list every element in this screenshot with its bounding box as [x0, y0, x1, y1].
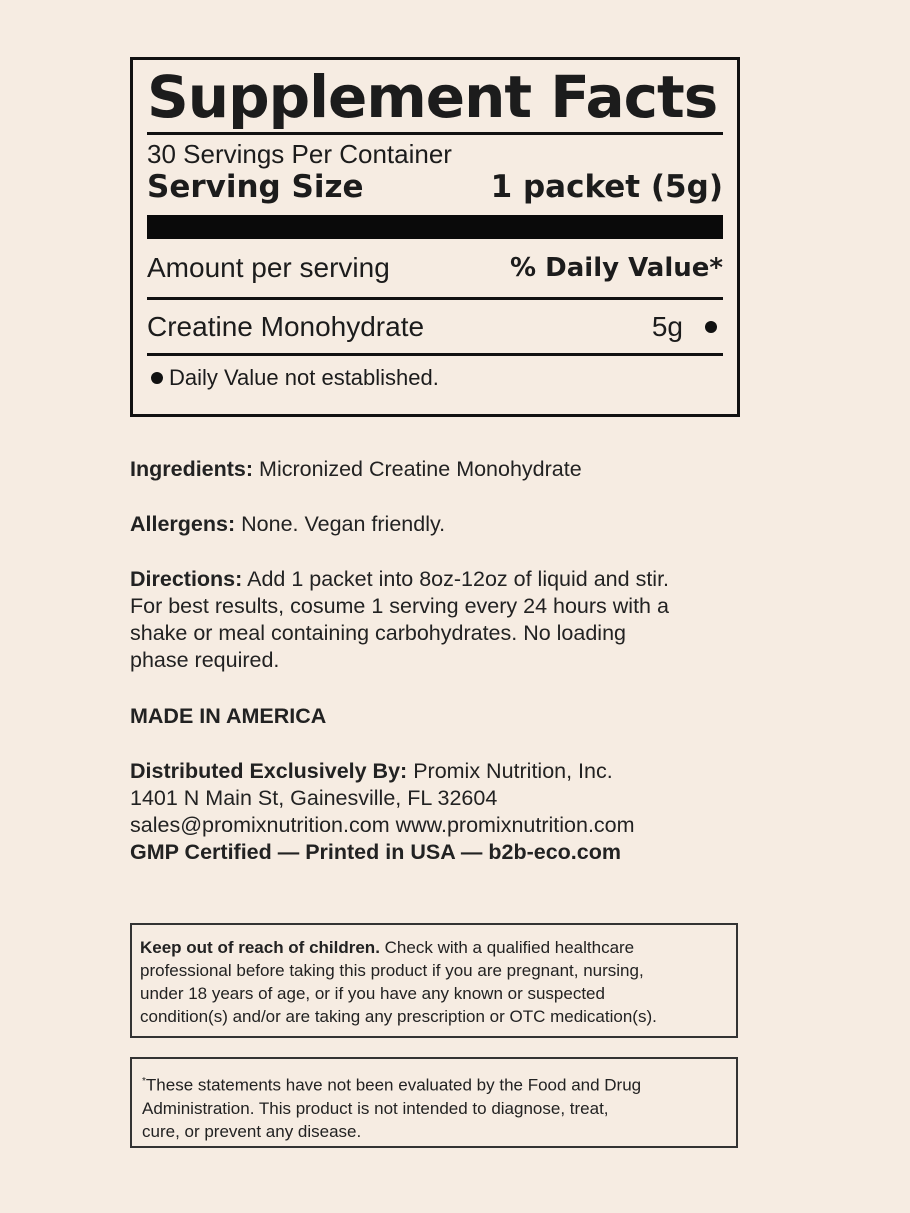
warning-box: [130, 923, 738, 1038]
distributor: [130, 758, 635, 866]
directions-label: Directions:: [130, 567, 243, 591]
directions-line: shake or meal containing carbohydrates. No loading: [130, 621, 626, 645]
divider: [147, 132, 723, 135]
distributor-label: Distributed Exclusively By:: [130, 759, 408, 783]
thick-divider: [147, 215, 723, 239]
facts-footnote: [147, 356, 723, 400]
fda-line: cure, or prevent any disease.: [142, 1121, 362, 1141]
ingredients: [130, 456, 582, 483]
directions: [130, 566, 669, 674]
bullet-icon: [705, 321, 717, 333]
serving-size-label: Serving Size: [147, 169, 364, 205]
directions-line: phase required.: [130, 648, 280, 672]
warning-bold: Keep out of reach of children.: [140, 938, 380, 957]
amount-per-serving: Amount per serving: [147, 252, 390, 283]
warning-line: Check with a qualified healthcare: [384, 938, 635, 957]
serving-size-row: [147, 169, 723, 205]
nutrient-amount: 5g: [651, 310, 683, 342]
supplement-facts-panel: [130, 57, 740, 417]
fda-line: These statements have not been evaluated by the Food and Drug: [145, 1075, 642, 1095]
certification: GMP Certified — Printed in USA — b2b-eco.com: [130, 840, 621, 864]
directions-line: For best results, cosume 1 serving every 24 hours with a: [130, 594, 669, 618]
allergens: [130, 511, 445, 538]
made-in: MADE IN AMERICA: [130, 704, 327, 728]
distributor-name: Promix Nutrition, Inc.: [413, 759, 613, 783]
fda-disclaimer-box: [130, 1057, 738, 1148]
fda-line: Administration. This product is not intended to diagnose, treat,: [142, 1098, 609, 1118]
directions-line: Add 1 packet into 8oz-12oz of liquid and stir.: [247, 567, 670, 591]
servings-per-container: 30 Servings Per Container: [147, 139, 452, 169]
nutrient-name: Creatine Monohydrate: [147, 310, 425, 342]
nutrient-row: [147, 300, 723, 353]
footnote-text: Daily Value not established.: [169, 365, 439, 390]
bullet-icon: [151, 372, 163, 384]
allergens-text: None. Vegan friendly.: [241, 512, 446, 536]
amount-header-row: [147, 239, 723, 297]
serving-size-value: 1 packet (5g): [490, 169, 723, 205]
daily-value-header: % Daily Value*: [510, 253, 723, 283]
warning-line: under 18 years of age, or if you have any known or suspected: [140, 984, 605, 1003]
warning-line: professional before taking this product if you are pregnant, nursing,: [140, 961, 644, 980]
warning-line: condition(s) and/or are taking any prescription or OTC medication(s).: [140, 1007, 657, 1026]
distributor-address: 1401 N Main St, Gainesville, FL 32604: [130, 786, 498, 810]
allergens-label: Allergens:: [130, 512, 236, 536]
asterisk: *: [142, 1076, 146, 1087]
facts-title: Supplement Facts: [147, 63, 718, 131]
distributor-contact: sales@promixnutrition.com www.promixnutrition.com: [130, 813, 635, 837]
ingredients-text: Micronized Creatine Monohydrate: [259, 457, 582, 481]
ingredients-label: Ingredients:: [130, 457, 254, 481]
